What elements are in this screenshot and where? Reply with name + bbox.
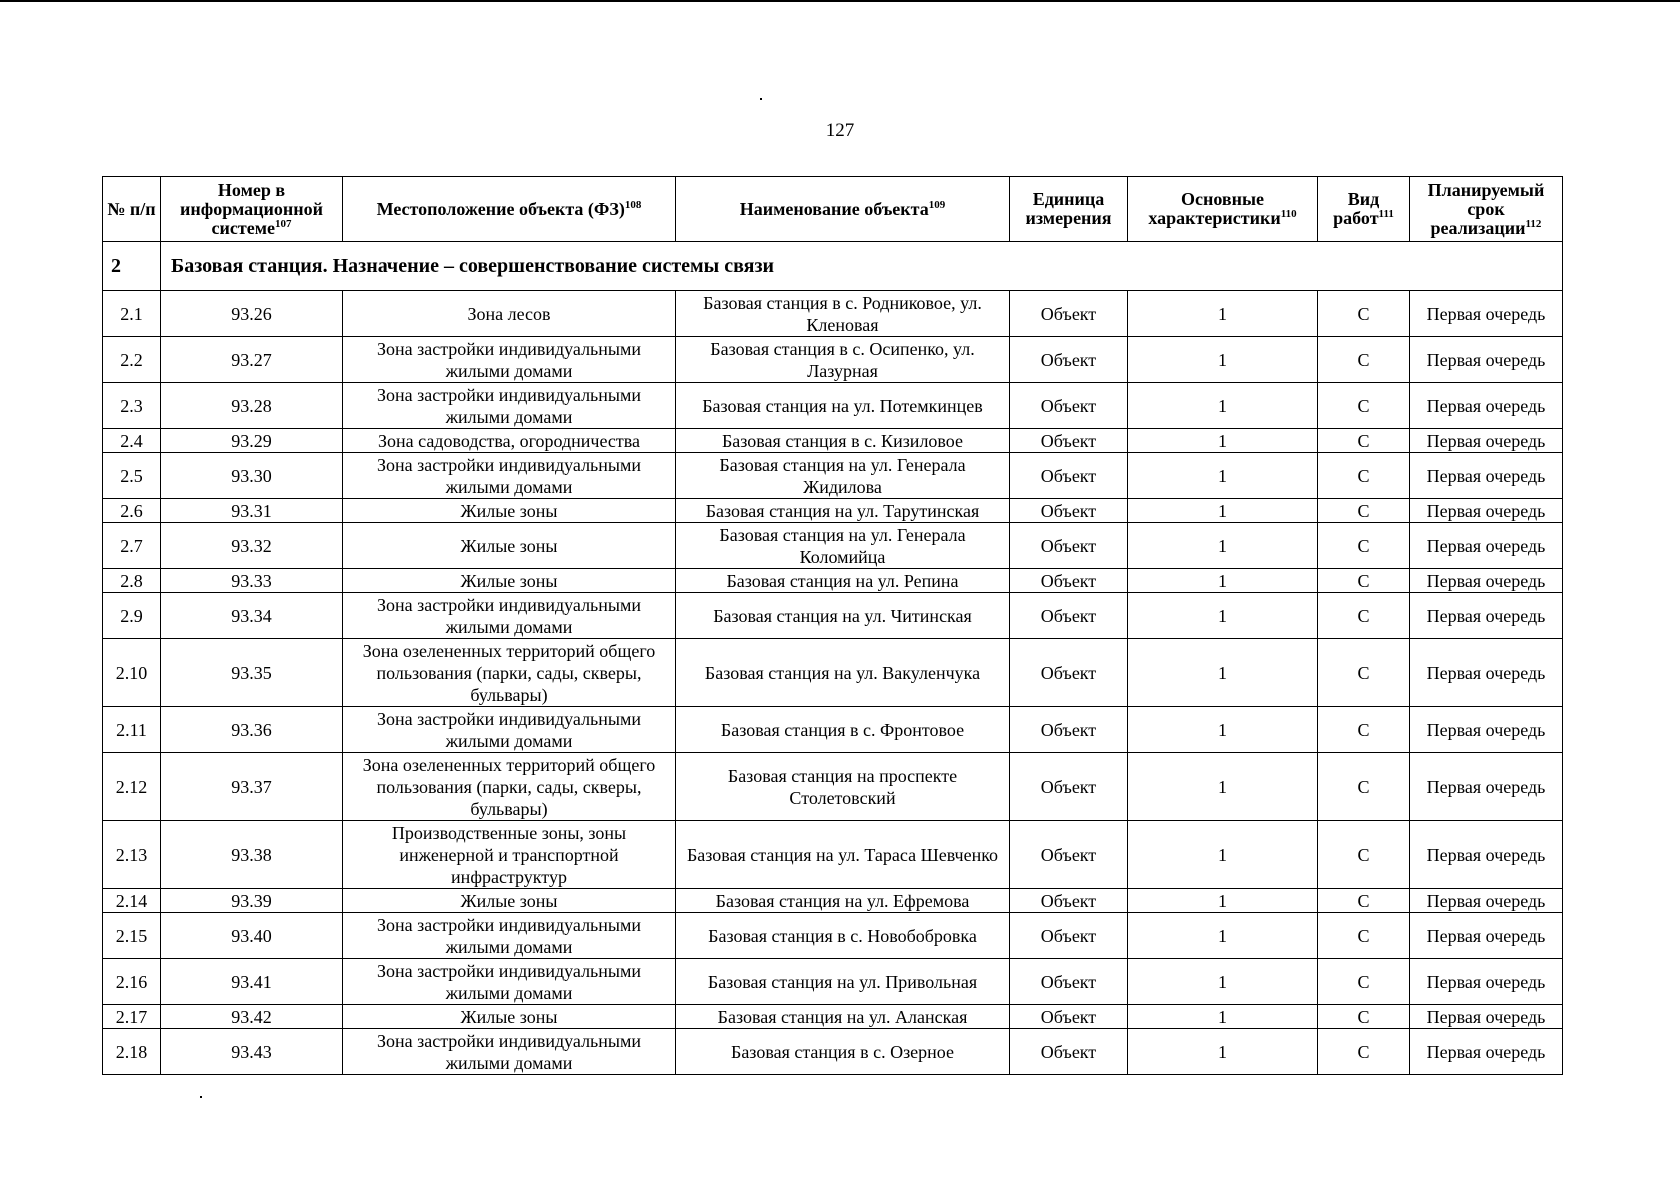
cell-planned-term: Первая очередь (1410, 821, 1563, 889)
scan-speck (760, 98, 762, 100)
cell-row-number: 2.2 (103, 337, 161, 383)
cell-row-number: 2.8 (103, 569, 161, 593)
cell-work-type: С (1318, 1005, 1410, 1029)
cell-work-type: С (1318, 913, 1410, 959)
cell-characteristics: 1 (1128, 707, 1318, 753)
cell-work-type: С (1318, 639, 1410, 707)
cell-location: Жилые зоны (343, 1005, 676, 1029)
cell-info-number: 93.36 (161, 707, 343, 753)
cell-work-type: С (1318, 523, 1410, 569)
cell-location: Зона застройки индивидуальными жилыми домами (343, 337, 676, 383)
cell-row-number: 2.5 (103, 453, 161, 499)
cell-unit: Объект (1010, 453, 1128, 499)
header-work-type: Вид работ$^{111}$ (1318, 177, 1410, 242)
cell-planned-term: Первая очередь (1410, 523, 1563, 569)
cell-characteristics: 1 (1128, 1029, 1318, 1075)
cell-row-number: 2.9 (103, 593, 161, 639)
cell-row-number: 2.15 (103, 913, 161, 959)
cell-row-number: 2.6 (103, 499, 161, 523)
cell-location: Зона застройки индивидуальными жилыми домами (343, 913, 676, 959)
cell-planned-term: Первая очередь (1410, 291, 1563, 337)
cell-unit: Объект (1010, 429, 1128, 453)
cell-characteristics: 1 (1128, 913, 1318, 959)
cell-location: Зона застройки индивидуальными жилыми домами (343, 593, 676, 639)
cell-info-number: 93.31 (161, 499, 343, 523)
cell-row-number: 2.4 (103, 429, 161, 453)
cell-object-name: Базовая станция на ул. Репина (676, 569, 1010, 593)
table-row (103, 639, 1563, 707)
header-characteristics: Основные характеристики$^{110}$ (1128, 177, 1318, 242)
table-row (103, 291, 1563, 337)
cell-characteristics: 1 (1128, 593, 1318, 639)
cell-object-name: Базовая станция на ул. Генерала Коломийца (676, 523, 1010, 569)
cell-planned-term: Первая очередь (1410, 499, 1563, 523)
cell-info-number: 93.26 (161, 291, 343, 337)
cell-object-name: Базовая станция на ул. Читинская (676, 593, 1010, 639)
cell-characteristics: 1 (1128, 821, 1318, 889)
cell-row-number: 2.1 (103, 291, 161, 337)
header-planned-term: Планируемый срок реализации$^{112}$ (1410, 177, 1563, 242)
cell-planned-term: Первая очередь (1410, 429, 1563, 453)
cell-work-type: С (1318, 291, 1410, 337)
cell-location: Производственные зоны, зоны инженерной и транспортной инфраструктур (343, 821, 676, 889)
cell-unit: Объект (1010, 821, 1128, 889)
cell-info-number: 93.28 (161, 383, 343, 429)
section-number: 2 (103, 242, 161, 291)
table-row (103, 523, 1563, 569)
header-object-name: Наименование объекта$^{109}$ (676, 177, 1010, 242)
cell-object-name: Базовая станция в с. Осипенко, ул. Лазурная (676, 337, 1010, 383)
cell-characteristics: 1 (1128, 639, 1318, 707)
cell-work-type: С (1318, 453, 1410, 499)
cell-location: Зона застройки индивидуальными жилыми домами (343, 383, 676, 429)
cell-unit: Объект (1010, 707, 1128, 753)
cell-location: Жилые зоны (343, 889, 676, 913)
cell-planned-term: Первая очередь (1410, 383, 1563, 429)
table-row (103, 429, 1563, 453)
cell-info-number: 93.42 (161, 1005, 343, 1029)
cell-location: Зона озелененных территорий общего пользования (парки, сады, скверы, бульвары) (343, 753, 676, 821)
cell-object-name: Базовая станция на ул. Аланская (676, 1005, 1010, 1029)
cell-row-number: 2.14 (103, 889, 161, 913)
objects-table (102, 176, 1563, 1075)
cell-planned-term: Первая очередь (1410, 889, 1563, 913)
cell-info-number: 93.37 (161, 753, 343, 821)
cell-object-name: Базовая станция в с. Новобобровка (676, 913, 1010, 959)
cell-object-name: Базовая станция в с. Кизиловое (676, 429, 1010, 453)
cell-row-number: 2.13 (103, 821, 161, 889)
table-row (103, 821, 1563, 889)
header-row (103, 177, 1563, 242)
cell-work-type: С (1318, 1029, 1410, 1075)
cell-work-type: С (1318, 753, 1410, 821)
cell-location: Зона озелененных территорий общего пользования (парки, сады, скверы, бульвары) (343, 639, 676, 707)
page-number: 127 (825, 120, 855, 141)
cell-unit: Объект (1010, 523, 1128, 569)
table-row (103, 453, 1563, 499)
cell-work-type: С (1318, 707, 1410, 753)
cell-characteristics: 1 (1128, 499, 1318, 523)
cell-unit: Объект (1010, 639, 1128, 707)
cell-location: Зона садоводства, огородничества (343, 429, 676, 453)
cell-planned-term: Первая очередь (1410, 707, 1563, 753)
cell-work-type: С (1318, 569, 1410, 593)
header-num: № п/п (103, 177, 161, 242)
cell-characteristics: 1 (1128, 889, 1318, 913)
cell-work-type: С (1318, 593, 1410, 639)
cell-planned-term: Первая очередь (1410, 1005, 1563, 1029)
table-row (103, 1005, 1563, 1029)
header-location: Местоположение объекта (ФЗ)$^{108}$ (343, 177, 676, 242)
table-row (103, 499, 1563, 523)
table-row (103, 383, 1563, 429)
cell-characteristics: 1 (1128, 753, 1318, 821)
cell-row-number: 2.7 (103, 523, 161, 569)
table-row (103, 593, 1563, 639)
cell-object-name: Базовая станция в с. Родниковое, ул. Кленовая (676, 291, 1010, 337)
cell-unit: Объект (1010, 593, 1128, 639)
cell-unit: Объект (1010, 291, 1128, 337)
cell-unit: Объект (1010, 959, 1128, 1005)
cell-characteristics: 1 (1128, 959, 1318, 1005)
cell-work-type: С (1318, 337, 1410, 383)
cell-planned-term: Первая очередь (1410, 753, 1563, 821)
cell-planned-term: Первая очередь (1410, 913, 1563, 959)
cell-info-number: 93.32 (161, 523, 343, 569)
cell-unit: Объект (1010, 753, 1128, 821)
cell-info-number: 93.35 (161, 639, 343, 707)
cell-unit: Объект (1010, 913, 1128, 959)
cell-info-number: 93.30 (161, 453, 343, 499)
cell-row-number: 2.11 (103, 707, 161, 753)
cell-info-number: 93.34 (161, 593, 343, 639)
header-unit: Единица измерения (1010, 177, 1128, 242)
cell-location: Жилые зоны (343, 499, 676, 523)
cell-unit: Объект (1010, 499, 1128, 523)
table-row (103, 707, 1563, 753)
table-row (103, 1029, 1563, 1075)
cell-object-name: Базовая станция на ул. Привольная (676, 959, 1010, 1005)
cell-characteristics: 1 (1128, 523, 1318, 569)
cell-characteristics: 1 (1128, 291, 1318, 337)
cell-row-number: 2.12 (103, 753, 161, 821)
scan-top-border (0, 0, 1680, 2)
cell-object-name: Базовая станция на ул. Тараса Шевченко (676, 821, 1010, 889)
cell-row-number: 2.18 (103, 1029, 161, 1075)
cell-unit: Объект (1010, 1005, 1128, 1029)
cell-work-type: С (1318, 889, 1410, 913)
cell-object-name: Базовая станция на ул. Ефремова (676, 889, 1010, 913)
cell-info-number: 93.33 (161, 569, 343, 593)
cell-object-name: Базовая станция в с. Фронтовое (676, 707, 1010, 753)
cell-object-name: Базовая станция на ул. Вакуленчука (676, 639, 1010, 707)
header-info-number: Номер в информационной системе$^{107}$ (161, 177, 343, 242)
cell-unit: Объект (1010, 1029, 1128, 1075)
cell-row-number: 2.16 (103, 959, 161, 1005)
scan-speck (200, 1096, 202, 1098)
cell-work-type: С (1318, 499, 1410, 523)
cell-work-type: С (1318, 383, 1410, 429)
cell-location: Зона застройки индивидуальными жилыми домами (343, 453, 676, 499)
cell-planned-term: Первая очередь (1410, 959, 1563, 1005)
cell-row-number: 2.10 (103, 639, 161, 707)
cell-info-number: 93.27 (161, 337, 343, 383)
cell-work-type: С (1318, 821, 1410, 889)
cell-unit: Объект (1010, 569, 1128, 593)
cell-object-name: Базовая станция на ул. Генерала Жидилова (676, 453, 1010, 499)
cell-work-type: С (1318, 959, 1410, 1005)
cell-location: Жилые зоны (343, 523, 676, 569)
cell-planned-term: Первая очередь (1410, 593, 1563, 639)
cell-work-type: С (1318, 429, 1410, 453)
table-row (103, 913, 1563, 959)
cell-characteristics: 1 (1128, 429, 1318, 453)
cell-characteristics: 1 (1128, 383, 1318, 429)
section-title: Базовая станция. Назначение – совершенствование системы связи (161, 242, 1563, 291)
table-row (103, 959, 1563, 1005)
cell-row-number: 2.17 (103, 1005, 161, 1029)
cell-planned-term: Первая очередь (1410, 639, 1563, 707)
cell-unit: Объект (1010, 383, 1128, 429)
cell-unit: Объект (1010, 889, 1128, 913)
cell-info-number: 93.41 (161, 959, 343, 1005)
cell-characteristics: 1 (1128, 337, 1318, 383)
cell-characteristics: 1 (1128, 569, 1318, 593)
cell-info-number: 93.39 (161, 889, 343, 913)
cell-location: Зона застройки индивидуальными жилыми домами (343, 959, 676, 1005)
cell-location: Жилые зоны (343, 569, 676, 593)
cell-planned-term: Первая очередь (1410, 337, 1563, 383)
section-row (103, 242, 1563, 291)
cell-object-name: Базовая станция на проспекте Столетовский (676, 753, 1010, 821)
cell-location: Зона застройки индивидуальными жилыми домами (343, 1029, 676, 1075)
cell-info-number: 93.40 (161, 913, 343, 959)
cell-info-number: 93.43 (161, 1029, 343, 1075)
cell-location: Зона застройки индивидуальными жилыми домами (343, 707, 676, 753)
table-row (103, 889, 1563, 913)
cell-object-name: Базовая станция в с. Озерное (676, 1029, 1010, 1075)
cell-location: Зона лесов (343, 291, 676, 337)
cell-unit: Объект (1010, 337, 1128, 383)
cell-info-number: 93.38 (161, 821, 343, 889)
cell-object-name: Базовая станция на ул. Тарутинская (676, 499, 1010, 523)
cell-characteristics: 1 (1128, 453, 1318, 499)
cell-planned-term: Первая очередь (1410, 453, 1563, 499)
table-row (103, 753, 1563, 821)
cell-object-name: Базовая станция на ул. Потемкинцев (676, 383, 1010, 429)
table-row (103, 569, 1563, 593)
cell-info-number: 93.29 (161, 429, 343, 453)
cell-row-number: 2.3 (103, 383, 161, 429)
cell-planned-term: Первая очередь (1410, 1029, 1563, 1075)
cell-characteristics: 1 (1128, 1005, 1318, 1029)
table-row (103, 337, 1563, 383)
cell-planned-term: Первая очередь (1410, 569, 1563, 593)
